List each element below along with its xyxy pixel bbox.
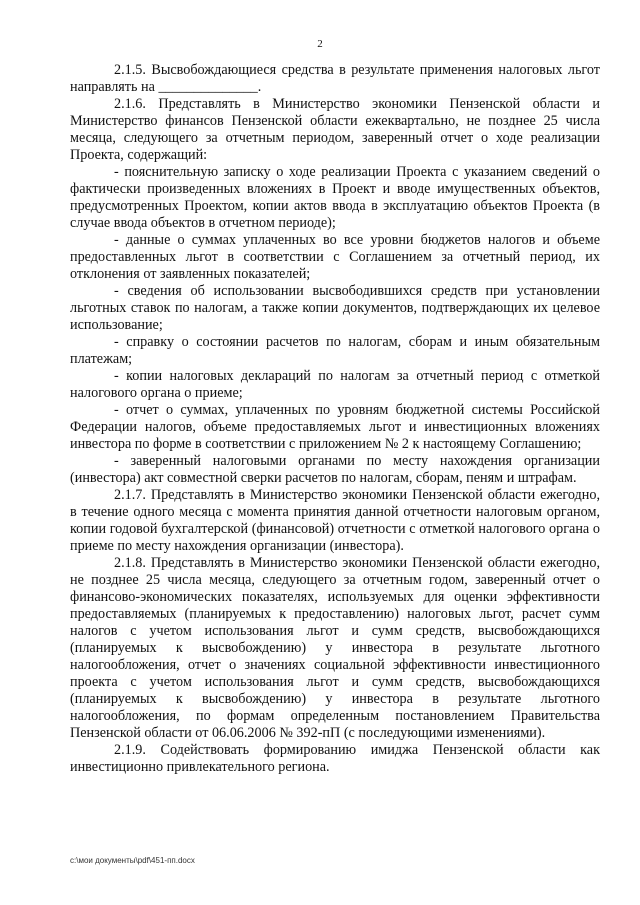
footer-file-path: c:\мои документы\pdf\451-пп.docx: [70, 856, 195, 865]
list-item-reconciliation-act: - заверенный налоговыми органами по месту нахождения организации (инвестора) акт совместной сверки расчетов по налогам, сборам, пеням и штрафам.: [70, 453, 600, 486]
list-item-explanatory-note: - пояснительную записку о ходе реализации Проекта с указанием сведений о фактически произведенных вложениях в Проект и вводе имущественных объектов, предусмотренных Проектом, копии актов ввода в эксплуатацию объектов Проекта (в случае ввода объектов в отчетном периоде);: [70, 164, 600, 231]
paragraph-2-1-9: 2.1.9. Содействовать формированию имиджа Пензенской области как инвестиционно привлекательного региона.: [70, 742, 600, 775]
list-item-payments-report: - отчет о суммах, уплаченных по уровням бюджетной системы Российской Федерации налогов, объеме предоставляемых льгот и инвестиционных вложениях инвестора по форме в соответствии с приложением № 2 к настоящему Соглашению;: [70, 402, 600, 452]
paragraph-2-1-8: 2.1.8. Представлять в Министерство экономики Пензенской области ежегодно, не позднее 25 числа месяца, следующего за отчетным годом, заверенный отчет о финансово-экономических показателях, используемых для оценки эффективности предоставляемых (планируемых к предоставлению) налоговых льгот, расчет сумм налогов с учетом использования льгот и сумм средств, высвобождающихся (планируемых к высвобождению) у инвестора в результате льготного налогообложения, отчет о значениях социальной эффективности инвестиционного проекта с учетом использования льгот и сумм средств, высвобождающихся (планируемых к высвобождению) у инвестора в результате льготного налогообложения, по формам определенным постановлением Правительства Пензенской области от 06.06.2006 № 392-пП (с последующими изменениями).: [70, 555, 600, 741]
paragraph-2-1-5: 2.1.5. Высвобождающиеся средства в результате применения налоговых льгот направлять на ______________.: [70, 62, 600, 95]
paragraph-2-1-7: 2.1.7. Представлять в Министерство экономики Пензенской области ежегодно, в течение одного месяца с момента принятия данной отчетности налоговым органом, копии годовой бухгалтерской (финансовой) отчетности с отметкой налогового органа о приеме по месту нахождения организации (инвестора).: [70, 487, 600, 554]
page-number: 2: [317, 38, 323, 50]
list-item-tax-declarations: - копии налоговых деклараций по налогам за отчетный период с отметкой налогового органа о приеме;: [70, 368, 600, 401]
list-item-settlement-certificate: - справку о состоянии расчетов по налогам, сборам и иным обязательным платежам;: [70, 334, 600, 367]
paragraph-2-1-6: 2.1.6. Представлять в Министерство экономики Пензенской области и Министерство финансов Пензенской области ежеквартально, не позднее 25 числа месяца, следующего за отчетным периодом, заверенный отчет о ходе реализации Проекта, содержащий:: [70, 96, 600, 163]
list-item-tax-amounts: - данные о суммах уплаченных во все уровни бюджетов налогов и объеме предоставленных льгот в соответствии с Соглашением за отчетный период, их отклонения от заявленных показателей;: [70, 232, 600, 282]
document-body: [70, 62, 600, 776]
list-item-released-funds: - сведения об использовании высвободившихся средств при установлении льготных ставок по налогам, а также копии документов, подтверждающих их целевое использование;: [70, 283, 600, 333]
